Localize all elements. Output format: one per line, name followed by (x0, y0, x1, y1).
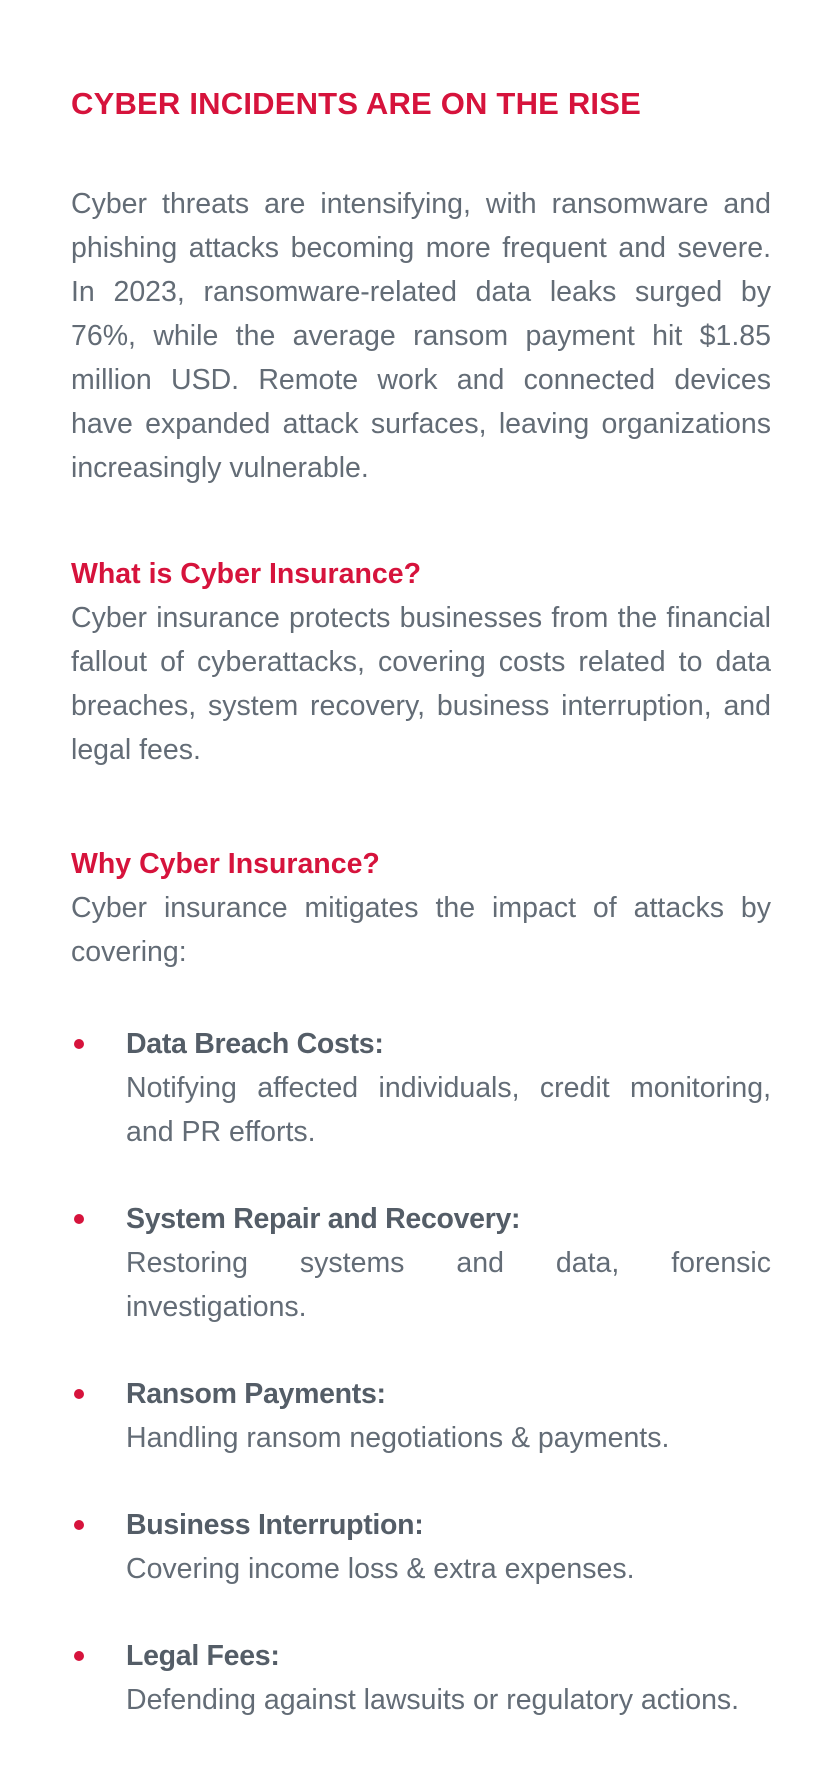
list-item (71, 1372, 771, 1460)
section-why-cyber-insurance (71, 842, 771, 1722)
list-item-text: Covering income loss & extra expenses. (126, 1553, 635, 1585)
section-text-why: Cyber insurance mitigates the impact of attacks by covering: (71, 892, 771, 968)
list-item-text: Restoring systems and data, forensic investigations. (126, 1247, 771, 1323)
section-what-is-cyber-insurance (71, 552, 771, 772)
intro-paragraph: Cyber threats are intensifying, with ransomware and phishing attacks becoming more frequent and severe. In 2023, ransomware-related data leaks surged by 76%, while the average ransom payment hit $1.85 million USD. Remote work and connected devices have expanded attack surfaces, leaving organizations increasingly vulnerable. (71, 188, 771, 484)
section-heading-what: What is Cyber Insurance? (71, 558, 422, 590)
bullet-dot-icon (74, 1214, 84, 1224)
list-item (71, 1022, 771, 1154)
list-item (71, 1634, 771, 1722)
list-item-title: System Repair and Recovery: (126, 1203, 521, 1235)
list-item-title: Ransom Payments: (126, 1378, 386, 1410)
list-item (71, 1197, 771, 1329)
bullet-dot-icon (74, 1520, 84, 1530)
list-item-text: Handling ransom negotiations & payments. (126, 1422, 670, 1454)
list-item-text: Defending against lawsuits or regulatory actions. (126, 1684, 740, 1716)
list-item-title: Business Interruption: (126, 1509, 424, 1541)
page-title: CYBER INCIDENTS ARE ON THE RISE (71, 86, 641, 121)
list-item-text: Notifying affected individuals, credit monitoring, and PR efforts. (126, 1072, 771, 1148)
list-item-title: Legal Fees: (126, 1640, 280, 1672)
list-item-title: Data Breach Costs: (126, 1028, 384, 1060)
document-page (71, 78, 771, 1722)
bullet-dot-icon (74, 1039, 84, 1049)
coverage-list (71, 1022, 771, 1722)
section-heading-why: Why Cyber Insurance? (71, 848, 380, 880)
section-text-what: Cyber insurance protects businesses from the financial fallout of cyberattacks, covering costs related to data breaches, system recovery, business interruption, and legal fees. (71, 602, 771, 766)
bullet-dot-icon (74, 1389, 84, 1399)
list-item (71, 1503, 771, 1591)
bullet-dot-icon (74, 1651, 84, 1661)
